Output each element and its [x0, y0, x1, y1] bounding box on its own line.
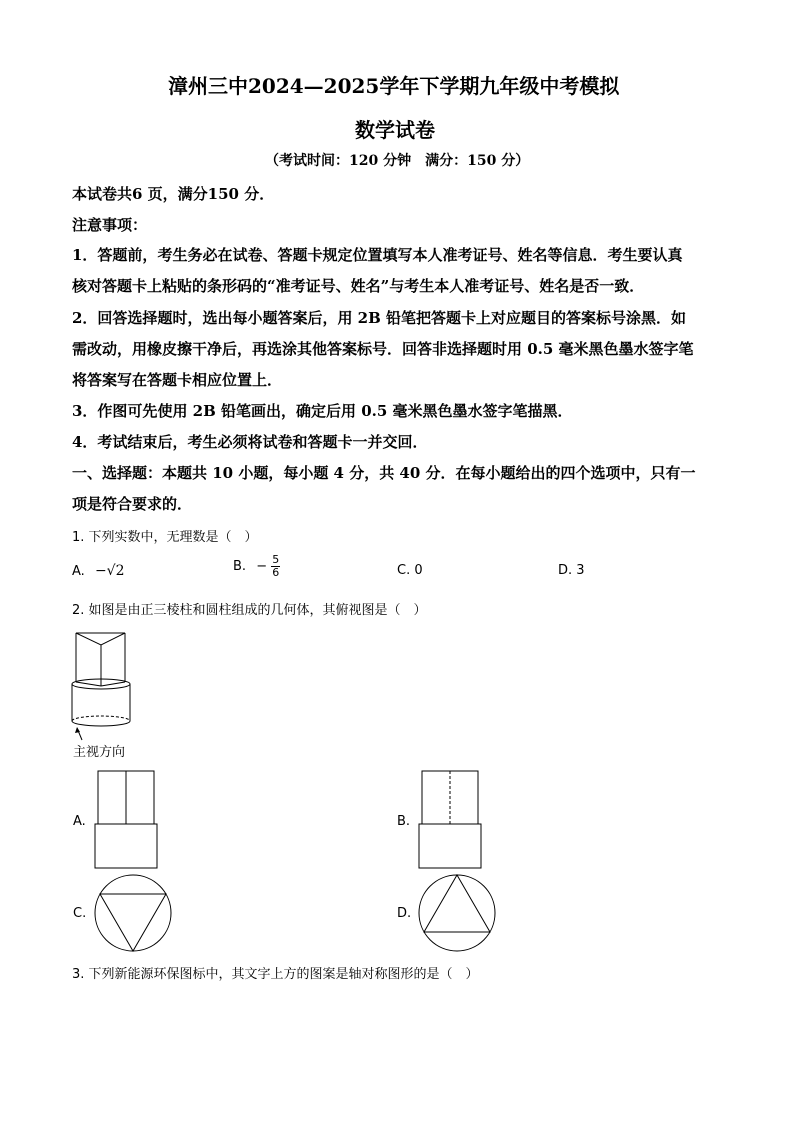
- q1-option-b: [233, 554, 280, 579]
- q2-stem: 2. 如图是由正三棱柱和圆柱组成的几何体，其俯视图是（ ）: [72, 603, 427, 618]
- q2-option-c-label: C.: [73, 906, 87, 921]
- note1-line2: 核对答题卡上粘贴的条形码的“准考证号、姓名”与考生本人准考证号、姓名是否一致．: [72, 277, 645, 295]
- note3: 3．作图可先使用 2B 铅笔画出，确定后用 0.5 毫米黑色墨水签字笔描黑．: [72, 402, 573, 420]
- exam-title: 漳州三中2024—2025学年下学期九年级中考模拟: [168, 74, 620, 98]
- q1-stem: 1. 下列实数中，无理数是（ ）: [72, 530, 258, 545]
- q3-stem: 3. 下列新能源环保图标中，其文字上方的图案是轴对称图形的是（ ）: [72, 967, 479, 982]
- notes-heading: 注意事项：: [72, 216, 148, 234]
- note2-line2: 需改动，用橡皮擦干净后，再选涂其他答案标号．回答非选择题时用 0.5 毫米黑色墨水签字笔: [72, 340, 694, 358]
- pages-line: 本试卷共6 页，满分150 分．: [72, 185, 275, 203]
- exam-info: （考试时间：120 分钟 满分：150 分）: [265, 153, 530, 169]
- q2-solid-figure: [70, 630, 140, 745]
- q1-option-d: D. 3: [558, 563, 585, 578]
- section1-heading-line2: 项是符合要求的．: [72, 495, 193, 513]
- exam-subtitle: 数学试卷: [355, 118, 435, 142]
- q1-option-b-denominator: 6: [272, 566, 280, 579]
- q2-option-b-label: B.: [397, 814, 411, 829]
- q1-option-a-label: A.: [72, 564, 85, 579]
- q2-option-d-figure: [418, 874, 500, 954]
- q2-option-b-figure: [418, 770, 482, 870]
- q1-option-b-fraction: [271, 554, 280, 579]
- q2-option-c-figure: [94, 874, 176, 954]
- q2-option-a-figure: [94, 770, 158, 870]
- q1-option-a-value: −√2: [94, 563, 125, 579]
- q1-option-b-numerator: 5: [272, 553, 280, 566]
- q2-option-a-label: A.: [73, 814, 86, 829]
- note1-line1: 1．答题前，考生务必在试卷、答题卡规定位置填写本人准考证号、姓名等信息．考生要认真: [72, 246, 683, 264]
- q1-option-a: [72, 563, 125, 579]
- q2-option-d-label: D.: [397, 906, 412, 921]
- note2-line1: 2．回答选择题时，选出每小题答案后，用 2B 铅笔把答题卡上对应题目的答案标号涂黑．如: [72, 309, 687, 327]
- note2-line3: 将答案写在答题卡相应位置上．: [72, 371, 283, 389]
- section1-heading-line1: 一、选择题：本题共 10 小题，每小题 4 分，共 40 分．在每小题给出的四个选项中，只有一: [72, 464, 696, 482]
- q1-option-b-sign: −: [256, 559, 268, 574]
- q1-option-b-label: B.: [233, 559, 247, 574]
- q2-view-direction-label: 主视方向: [73, 745, 126, 760]
- note4: 4．考试结束后，考生必须将试卷和答题卡一并交回．: [72, 433, 428, 451]
- q1-option-c: C. 0: [397, 563, 423, 578]
